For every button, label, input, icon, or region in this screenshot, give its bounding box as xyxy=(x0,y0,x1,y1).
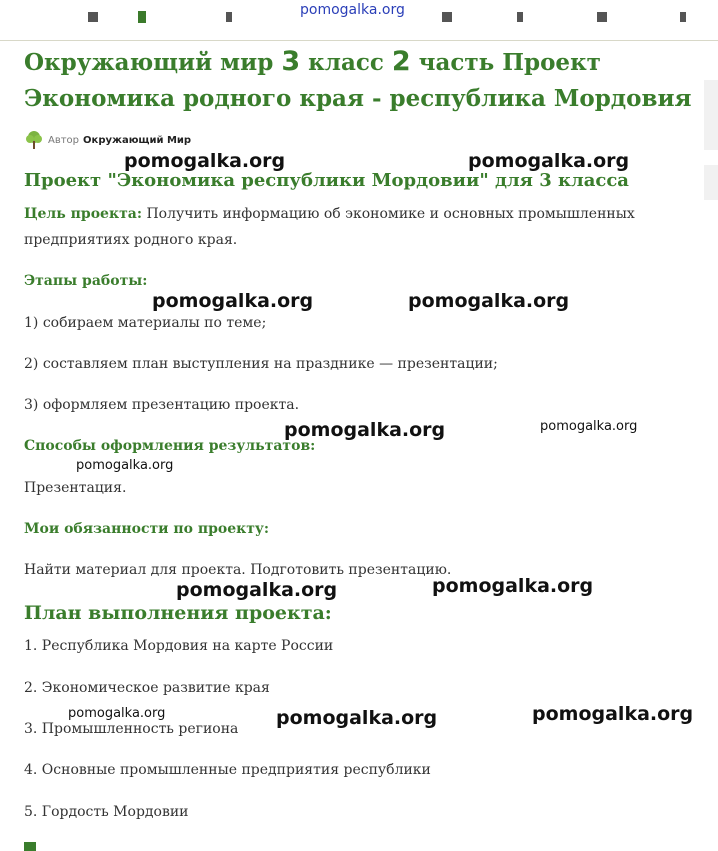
duties-label: Мои обязанности по проекту: xyxy=(24,521,270,537)
nav-fragment xyxy=(88,12,98,22)
stage-item: 2) составляем план выступления на празднике — презентации; xyxy=(24,356,498,372)
sidebar-edge xyxy=(704,165,718,200)
watermark: pomogalka.org xyxy=(432,575,594,597)
watermark: pomogalka.org xyxy=(532,703,694,725)
format-text: Презентация. xyxy=(24,480,127,496)
author-name[interactable]: Окружающий Мир xyxy=(83,134,192,146)
watermark: pomogalka.org xyxy=(468,150,630,172)
goal-text: Получить информацию об экономике и основных промышленных предприятиях родного края. xyxy=(24,206,635,248)
stage-item: 1) собираем материалы по теме; xyxy=(24,315,267,331)
plan-heading: План выполнения проекта: xyxy=(24,602,332,624)
plan-item: 4. Основные промышленные предприятия республики xyxy=(24,762,431,778)
watermark: pomogalka.org xyxy=(408,290,570,312)
article-header xyxy=(24,44,694,117)
project-goal xyxy=(24,201,684,253)
top-navigation-bar xyxy=(0,0,718,41)
duties-text: Найти материал для проекта. Подготовить презентацию. xyxy=(24,562,452,578)
watermark: pomogalka.org xyxy=(76,458,174,473)
author-line xyxy=(24,130,191,150)
nav-fragment xyxy=(597,12,607,22)
sidebar-edge xyxy=(704,80,718,150)
watermark: pomogalka.org xyxy=(540,419,638,434)
watermark: pomogalka.org xyxy=(176,579,338,601)
plan-item: 1. Республика Мордовия на карте России xyxy=(24,638,334,654)
site-url-watermark: pomogalka.org xyxy=(300,2,405,18)
nav-fragment xyxy=(442,12,452,22)
author-prefix: Автор xyxy=(48,134,80,146)
format-label: Способы оформления результатов: xyxy=(24,438,316,454)
plan-item: 3. Промышленность региона xyxy=(24,721,239,737)
plan-item: 2. Экономическое развитие края xyxy=(24,680,270,696)
nav-fragment xyxy=(517,12,523,22)
article-subtitle: Проект "Экономика республики Мордовии" для 3 класса xyxy=(24,170,629,191)
goal-label: Цель проекта: xyxy=(24,206,142,222)
watermark: pomogalka.org xyxy=(152,290,314,312)
watermark: pomogalka.org xyxy=(68,706,166,721)
next-heading-fragment xyxy=(24,842,36,851)
page-title: Окружающий мир 3 класс 2 часть Проект Экономика родного края - республика Мордовия xyxy=(24,46,692,112)
plan-item: 5. Гордость Мордовии xyxy=(24,804,189,820)
nav-fragment xyxy=(226,12,232,22)
watermark: pomogalka.org xyxy=(124,150,286,172)
nav-fragment xyxy=(680,12,686,22)
watermark: pomogalka.org xyxy=(276,707,438,729)
stages-label: Этапы работы: xyxy=(24,273,148,289)
tree-icon xyxy=(24,130,44,150)
watermark: pomogalka.org xyxy=(284,419,446,441)
stage-item: 3) оформляем презентацию проекта. xyxy=(24,397,300,413)
nav-icon[interactable] xyxy=(138,11,146,23)
